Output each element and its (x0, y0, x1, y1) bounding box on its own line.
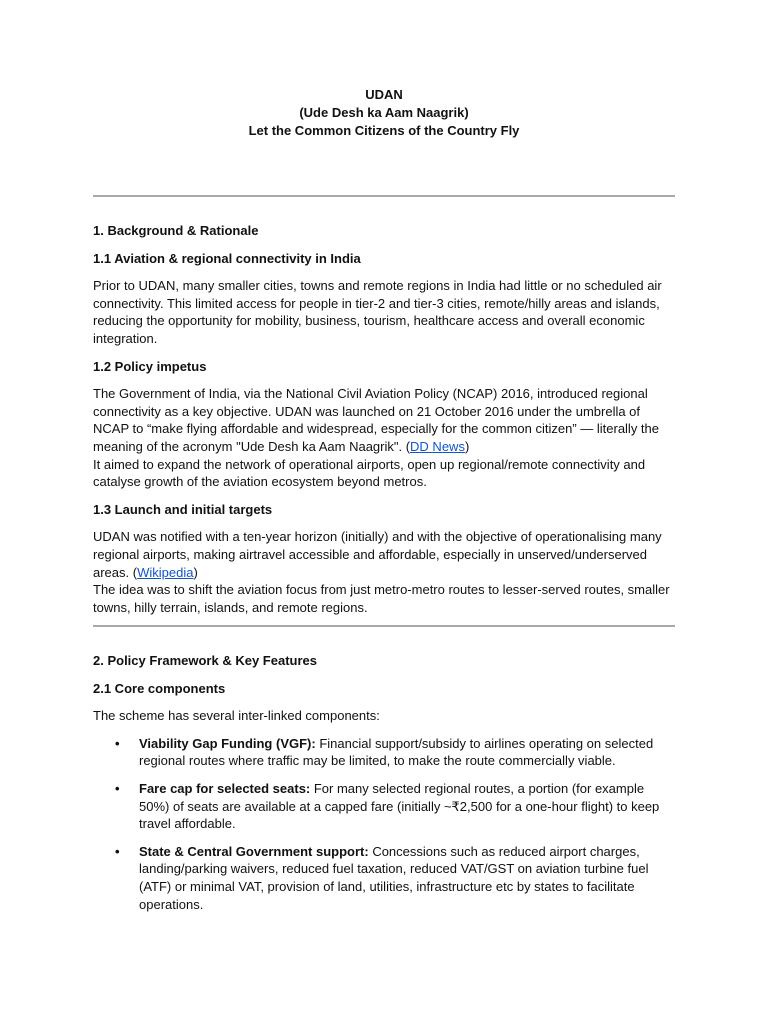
section-policy-framework (93, 652, 678, 923)
list-item-bold: Fare cap for selected seats: (139, 780, 311, 796)
list-item-text: Concessions such as reduced airport charges, landing/parking waivers, reduced fuel taxation, reduced VAT/GST on aviation turbine fuel (ATF) or minimal VAT, provision of land, utilities, infrastructure etc by states to facilitate operations. (139, 843, 649, 912)
section-1-heading: 1. Background & Rationale (93, 223, 259, 238)
list-item (93, 843, 678, 913)
list-item-bold: State & Central Government support: (139, 843, 369, 859)
subsection-2-1-heading: 2.1 Core components (93, 680, 226, 696)
list-item (93, 780, 678, 833)
subsection-2-1-intro: The scheme has several inter-linked components: (93, 708, 380, 724)
text-span: ) (193, 564, 198, 580)
document-title (0, 86, 768, 140)
horizontal-rule-1 (93, 195, 675, 197)
title-line-1: UDAN (365, 87, 403, 102)
subsection-1-2-text (93, 385, 678, 455)
subsection-1-2-heading: 1.2 Policy impetus (93, 358, 207, 374)
subsection-1-1-heading: 1.1 Aviation & regional connectivity in India (93, 250, 361, 266)
subsection-1-3-text-2: The idea was to shift the aviation focus from just metro-metro routes to lesser-served routes, smaller towns, hilly terrain, islands, and remote regions. (93, 582, 670, 615)
text-span: The Government of India, via the National Civil Aviation Policy (NCAP) 2016, introduced regional connectivity as a key objective. UDAN was launched on 21 October 2016 under the umbrella of NCAP to “make flying affordable and widespread, especially for the common citizen” — literally the meaning of the acronym "Ude Desh ka Aam Naagrik". ( (93, 386, 660, 454)
wikipedia-link[interactable]: Wikipedia (137, 564, 194, 580)
text-span: UDAN was notified with a ten-year horizon (initially) and with the objective of operationalising many regional airports, making airtravel accessible and affordable, especially in unserved/underserved areas. ( (93, 529, 662, 580)
list-item-bold: Viability Gap Funding (VGF): (139, 735, 316, 751)
subsection-1-3-text (93, 528, 678, 581)
subsection-1-2-text-2: It aimed to expand the network of operational airports, open up regional/remote connectivity and catalyse growth of the aviation ecosystem beyond metros. (93, 456, 646, 490)
components-list (93, 735, 678, 913)
title-line-3: Let the Common Citizens of the Country Fly (248, 123, 520, 138)
horizontal-rule-2 (93, 625, 675, 627)
subsection-1-3-heading: 1.3 Launch and initial targets (93, 501, 273, 517)
dd-news-link[interactable]: DD News (410, 438, 465, 454)
subsection-1-1-text: Prior to UDAN, many smaller cities, towns and remote regions in India had little or no scheduled air connectivity. This limited access for people in tier-2 and tier-3 cities, remote/hilly areas and islands, reducing the opportunity for mobility, business, tourism, healthcare access and overall economic integration. (93, 278, 662, 346)
list-item (93, 735, 678, 770)
section-2-heading: 2. Policy Framework & Key Features (93, 653, 317, 668)
title-line-2: (Ude Desh ka Aam Naagrik) (299, 105, 469, 120)
section-background (93, 222, 678, 616)
list-item-text: Financial support/subsidy to airlines operating on selected regional routes where traffic may be limited, to make the route commercially viable. (139, 735, 654, 769)
list-item-text: For many selected regional routes, a portion (for example 50%) of seats are available at a capped fare (initially ~₹2,500 for a one-hour flight) to keep travel affordable. (139, 780, 660, 832)
text-span: ) (464, 438, 470, 454)
